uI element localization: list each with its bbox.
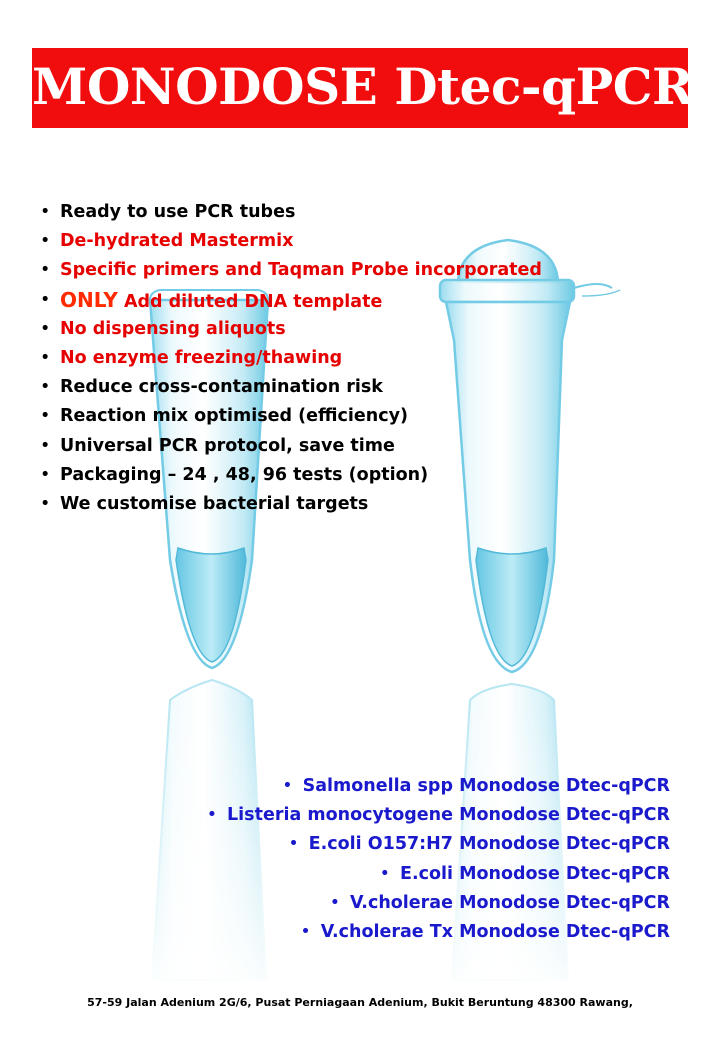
feature-item	[38, 198, 542, 227]
feature-text: Packaging – 24 , 48, 96 tests (option)	[60, 464, 429, 485]
feature-text: Reaction mix optimised (efficiency)	[60, 406, 408, 427]
feature-item	[38, 373, 542, 402]
product-item	[207, 860, 670, 889]
product-item	[207, 889, 670, 918]
feature-text: Universal PCR protocol, save time	[60, 435, 395, 456]
feature-item	[38, 432, 542, 461]
feature-highlight: ONLY	[60, 287, 118, 312]
product-name: E.coli O157:H7 Monodose Dtec-qPCR	[308, 834, 670, 855]
page-title: MONODOSE Dtec-qPCR	[32, 57, 694, 116]
address-line: 57-59 Jalan Adenium 2G/6, Pusat Perniagaan Adenium, Bukit Beruntung 48300 Rawang,	[87, 996, 633, 1009]
feature-text: We customise bacterial targets	[60, 493, 369, 514]
feature-item	[38, 402, 542, 431]
feature-item	[38, 344, 542, 373]
product-name: E.coli Monodose Dtec-qPCR	[399, 863, 670, 884]
bullet-icon: •	[282, 776, 293, 796]
feature-text: Reduce cross-contamination risk	[60, 377, 383, 398]
feature-text: Add diluted DNA template	[117, 291, 383, 312]
feature-text: No dispensing aliquots	[60, 318, 286, 339]
product-item	[207, 801, 670, 830]
feature-text: De-hydrated Mastermix	[60, 231, 294, 252]
product-item	[207, 772, 670, 801]
feature-item	[38, 315, 542, 344]
bullet-icon: •	[329, 892, 341, 913]
bullet-icon: •	[300, 921, 311, 942]
product-item	[207, 830, 670, 859]
feature-item	[38, 490, 542, 519]
bullet-icon: •	[288, 834, 299, 855]
bullet-icon: •	[206, 805, 218, 826]
product-item	[207, 918, 670, 947]
product-list	[207, 772, 670, 947]
feature-item	[38, 461, 542, 490]
bullet-icon: •	[379, 863, 390, 884]
feature-text: Ready to use PCR tubes	[60, 202, 296, 222]
product-name: Salmonella spp Monodose Dtec-qPCR	[302, 776, 670, 796]
feature-list	[38, 198, 542, 519]
feature-item	[38, 227, 542, 256]
feature-item	[38, 256, 542, 285]
title-banner	[32, 48, 694, 128]
product-name: Listeria monocytogene Monodose Dtec-qPCR	[227, 805, 670, 826]
product-name: V.cholerae Tx Monodose Dtec-qPCR	[320, 921, 670, 942]
product-name: V.cholerae Monodose Dtec-qPCR	[350, 892, 670, 913]
feature-text: Specific primers and Taqman Probe incorporated	[60, 260, 542, 281]
feature-item	[38, 286, 542, 315]
feature-text: No enzyme freezing/thawing	[60, 347, 343, 368]
